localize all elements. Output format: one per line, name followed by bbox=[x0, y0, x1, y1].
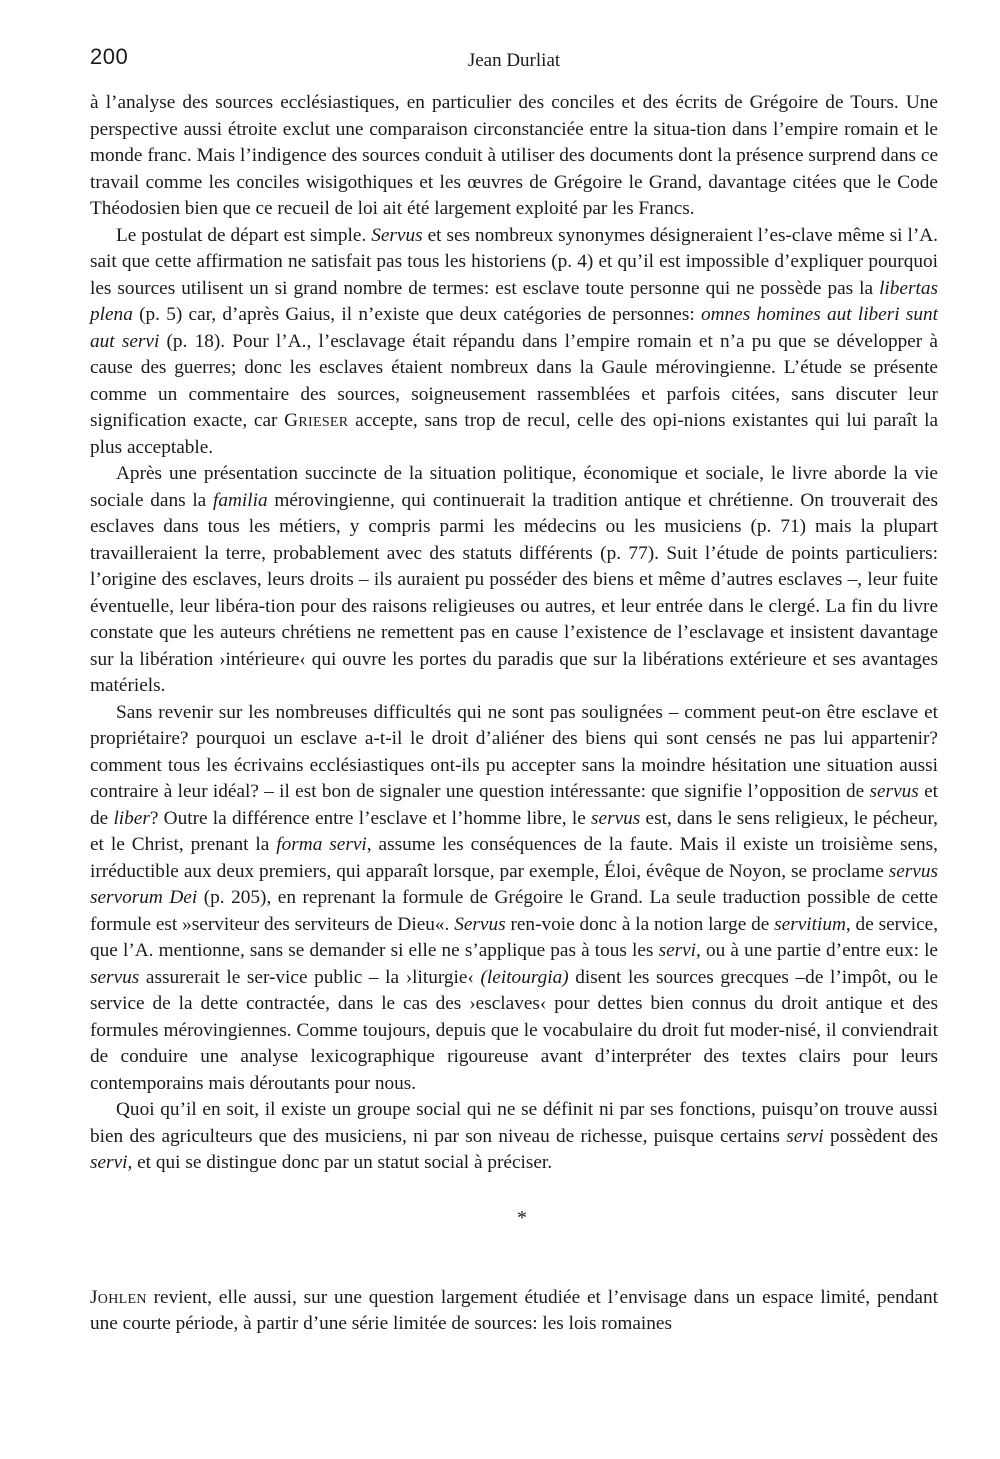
text-run: à l’analyse des sources ecclésiastiques, en particulier des conciles et des écrits de Grégoire de Tours. Une perspective aussi étroite exclut une comparaison circonstanciée entre la situa-tion dans l’empire romain et le monde franc. Mais l’indigence des sources conduit à utiliser des documents dont la présence surprend dans ce travail comme les conciles wisigothiques et les œuvres de Grégoire le Grand, davantage citées que le Code Théodosien bien que ce recueil de loi ait été largement exploité par les Francs. bbox=[90, 92, 938, 219]
text-run: , de service, que l’A. mentionne, sans se demander si elle ne s’applique pas à tous les bbox=[90, 913, 939, 961]
paragraph bbox=[90, 1097, 938, 1177]
italic-term: familia bbox=[212, 489, 268, 511]
paragraph bbox=[90, 223, 938, 462]
section-break-ornament: * bbox=[517, 1206, 527, 1229]
italic-term: Servus bbox=[454, 913, 506, 935]
text-run: , ou à une partie d’entre eux: le bbox=[696, 940, 938, 961]
paragraph bbox=[90, 90, 938, 223]
text-run: est, dans le sens religieux, le pécheur, et le Christ, prenant la bbox=[90, 807, 938, 855]
page bbox=[90, 40, 938, 1338]
text-run: accepte, sans trop de recul, celle des opi-nions existantes qui lui paraît la plus acceptable. bbox=[90, 410, 939, 458]
italic-term: libertas plena bbox=[90, 277, 938, 325]
text-run: ? Outre la différence entre l’esclave et l’homme libre, le bbox=[149, 807, 592, 829]
text-run: et ses nombreux synonymes désigneraient l’es-clave même si l’A. sait que cette affirmation ne satisfait pas tous les historiens (p. 4) et qu’il est impossible d’expliquer pourquoi les sources utilisent un si grand nombre de termes: est esclave toute personne qui ne possède pas la bbox=[90, 224, 938, 299]
text-run: et de bbox=[90, 781, 938, 829]
text-run: (p. 18). Pour l’A., l’esclavage était répandu dans l’empire romain et n’a pu que se développer à cause des guerres; donc les esclaves étaient nombreux dans la Gaule mérovingienne. L’étude se présente comme un commentaire des sources, soigneusement rassemblées et parfois citées, sans discuter leur signification exacte, car bbox=[90, 330, 938, 431]
paragraph bbox=[90, 1285, 938, 1338]
text-run: , assume les conséquences de la faute. Mais il existe un troisième sens, irréductible aux deux premiers, qui apparaît lorsque, par exemple, Éloi, évêque de Noyon, se proclame bbox=[90, 834, 938, 882]
italic-term: Servus bbox=[371, 224, 423, 246]
text-run: disent les sources grecques –de l’impôt, ou le service de la dette contractée, dans le cas des ›esclaves‹ pour dettes bien connus du droit antique et des formules mérovingiennes. Comme toujours, depuis que le vocabulaire du droit fut moder-nisé, il conviendrait de conduire une analyse lexicographique rigoureuse avant d’interpréter des textes clairs pour leurs contemporains mais déroutants pour nous. bbox=[90, 966, 938, 1094]
italic-term: servus bbox=[591, 807, 641, 829]
italic-term: liber bbox=[113, 807, 150, 829]
text-run: mérovingienne, qui continuerait la tradition antique et chrétienne. On trouverait des esclaves dans tous les métiers, y compris parmi les médecins ou les musiciens (p. 71) mais la plupart travailleraient la terre, probablement avec des statuts différents (p. 77). Suit l’étude de points particuliers: l’origine des esclaves, leurs droits – ils auraient pu posséder des biens et même d’autres esclaves –, leur fuite éventuelle, leur libéra-tion pour des raisons religieuses ou autres, et leur entrée dans le clergé. La fin du livre constate que les auteurs chrétiens ne remettent pas en cause l’existence de l’esclavage et insistent davantage sur la libération ›intérieure‹ qui ouvre les portes du paradis que sur la libérations extérieure et ses avantages matériels. bbox=[90, 489, 938, 696]
italic-term: servus servorum Dei bbox=[90, 860, 938, 908]
text-run: (p. 5) car, d’après Gaius, il n’existe que deux catégories de personnes: bbox=[132, 304, 701, 325]
running-head: Jean Durliat bbox=[467, 50, 561, 71]
text-run: , et qui se distingue donc par un statut social à préciser. bbox=[127, 1152, 553, 1173]
text-run: Après une présentation succincte de la situation politique, économique et sociale, le livre aborde la vie sociale dans la bbox=[90, 463, 938, 511]
text-run: ren-voie donc à la notion large de bbox=[505, 913, 775, 935]
text-run: Quoi qu’il en soit, il existe un groupe social qui ne se définit ni par ses fonctions, puisqu’on trouve aussi bien des agriculteurs que des musiciens, ni par son niveau de richesse, puisque certains bbox=[90, 1099, 938, 1147]
italic-term: servitium bbox=[774, 913, 846, 935]
italic-term: (leitourgia) bbox=[480, 966, 569, 988]
paragraph bbox=[90, 461, 938, 700]
italic-term: forma servi bbox=[276, 834, 367, 855]
author-name: Grieser bbox=[284, 410, 349, 431]
page-number: 200 bbox=[90, 44, 129, 69]
article-body bbox=[90, 90, 938, 1338]
text-run: Le postulat de départ est simple. bbox=[116, 224, 372, 246]
text-run: revient, elle aussi, sur une question largement étudiée et l’envisage dans un espace limité, pendant une courte période, à partir d’une série limitée de sources: les lois romaines bbox=[90, 1286, 938, 1334]
italic-term: servi bbox=[658, 940, 697, 961]
page-header bbox=[90, 40, 938, 90]
author-name: Johlen bbox=[90, 1286, 147, 1308]
text-run: Sans revenir sur les nombreuses difficultés qui ne sont pas soulignées – comment peut-on être esclave et propriétaire? pourquoi un esclave a-t-il le droit d’aliéner des biens qui sont censés ne pas lui appartenir? comment tous les écrivains ecclésiastiques ont-ils pu accepter sans la moindre hésitation une situation aussi contraire à leur idéal? – il est bon de signaler une question intéressante: que signifie l’opposition de bbox=[90, 701, 938, 802]
italic-term: servus bbox=[90, 966, 140, 988]
text-run: possèdent des bbox=[823, 1125, 938, 1147]
italic-term: servus bbox=[869, 781, 919, 802]
text-run: assurerait le ser-vice public – la ›liturgie‹ bbox=[139, 966, 481, 988]
italic-term: omnes homines aut liberi sunt aut servi bbox=[90, 304, 938, 352]
text-run: (p. 205), en reprenant la formule de Grégoire le Grand. La seule traduction possible de cette formule est »serviteur des serviteurs de Dieu«. bbox=[90, 887, 938, 935]
italic-term: servi bbox=[786, 1125, 824, 1147]
paragraph bbox=[90, 700, 938, 1098]
italic-term: servi bbox=[90, 1152, 128, 1173]
